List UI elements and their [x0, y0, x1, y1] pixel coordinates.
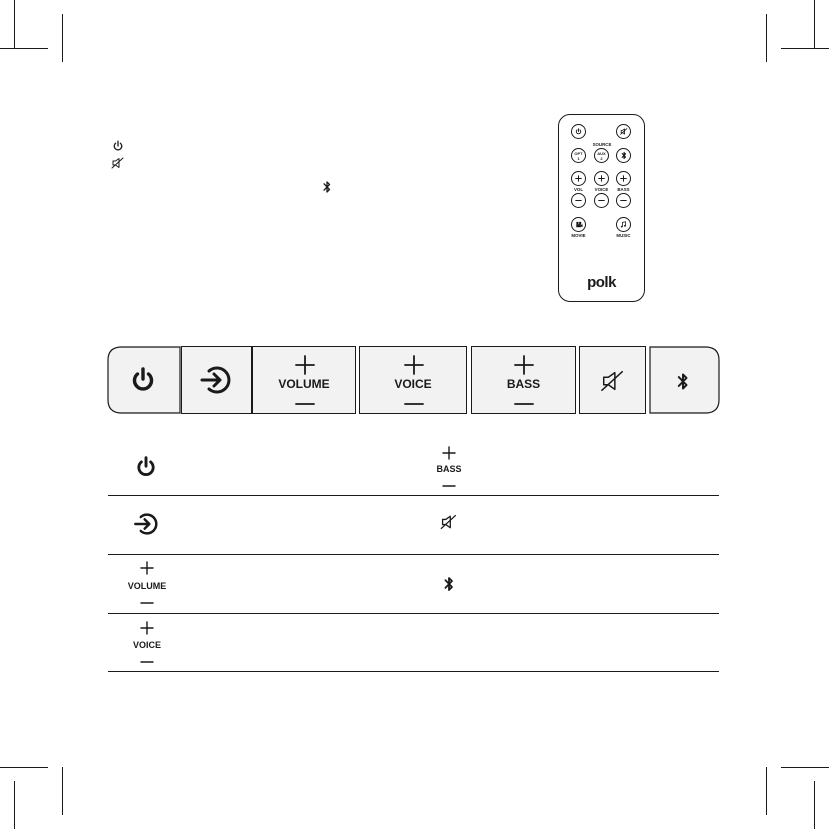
- opt-label: OPT: [574, 150, 583, 156]
- mute-icon: [620, 128, 628, 135]
- volume-label: VOLUME: [278, 377, 330, 391]
- voice-label: VOICE: [394, 377, 432, 391]
- remote-vol-label: VOL: [573, 187, 584, 192]
- crop-mark: [0, 767, 48, 768]
- crop-mark: [14, 0, 15, 48]
- plus-icon: [404, 355, 424, 375]
- table-divider: [108, 495, 719, 496]
- bass-label: BASS: [506, 377, 541, 391]
- bluetooth-icon: [676, 371, 690, 392]
- bluetooth-icon: [322, 180, 332, 194]
- minus-icon: [442, 484, 456, 488]
- plus-icon: [620, 175, 627, 182]
- remote-bass-down-button[interactable]: [616, 193, 631, 208]
- table-divider: [108, 613, 719, 614]
- crop-mark: [62, 767, 63, 815]
- remote-bluetooth-button[interactable]: [616, 148, 631, 163]
- mute-icon: [440, 514, 458, 530]
- minus-icon: [140, 601, 154, 605]
- plus-icon: [140, 621, 154, 635]
- minus-icon: [575, 197, 582, 204]
- minus-icon: [140, 660, 154, 664]
- remote-voice-down-button[interactable]: [594, 193, 609, 208]
- remote-control: [558, 114, 645, 302]
- remote-opt-button[interactable]: [571, 148, 586, 163]
- crop-mark: [781, 48, 829, 49]
- legend-bass-label: BASS: [436, 464, 462, 474]
- source-button[interactable]: [181, 346, 252, 414]
- minus-icon: [404, 402, 424, 406]
- mute-button[interactable]: [579, 346, 646, 414]
- plus-icon: [140, 561, 154, 575]
- mute-icon: [600, 369, 626, 393]
- crop-mark: [14, 781, 15, 829]
- brand-logo: polk: [587, 274, 616, 291]
- minus-icon: [598, 197, 605, 204]
- table-divider: [108, 554, 719, 555]
- remote-music-label: MUSIC: [616, 233, 631, 238]
- plus-icon: [295, 355, 315, 375]
- aux-label: AUX: [597, 150, 606, 156]
- remote-movie-button[interactable]: [571, 217, 586, 232]
- remote-mute-button[interactable]: [616, 124, 631, 139]
- volume-button[interactable]: [252, 346, 356, 414]
- voice-button[interactable]: [359, 346, 467, 414]
- remote-movie-label: MOVIE: [571, 233, 586, 238]
- crop-mark: [62, 14, 63, 62]
- opt-number: 1: [577, 155, 580, 161]
- remote-vol-down-button[interactable]: [571, 193, 586, 208]
- aux-number: 2: [600, 155, 603, 161]
- remote-bass-label: BASS: [617, 187, 630, 192]
- source-icon: [198, 362, 236, 398]
- remote-vol-up-button[interactable]: [571, 171, 586, 186]
- remote-source-label: SOURCE: [592, 142, 612, 147]
- crop-mark: [781, 767, 829, 768]
- legend-voice-label: VOICE: [132, 640, 161, 650]
- power-icon[interactable]: [130, 366, 156, 394]
- plus-icon: [575, 175, 582, 182]
- source-icon: [132, 510, 162, 538]
- remote-voice-up-button[interactable]: [594, 171, 609, 186]
- table-divider: [108, 671, 719, 672]
- bluetooth-icon: [621, 151, 627, 160]
- plus-icon: [514, 355, 534, 375]
- minus-icon: [295, 402, 315, 406]
- remote-voice-label: VOICE: [594, 187, 609, 192]
- power-icon: [135, 455, 157, 479]
- power-icon: [575, 128, 582, 135]
- mute-icon: [111, 157, 125, 169]
- movie-icon: [575, 221, 583, 228]
- crop-mark: [766, 14, 767, 62]
- crop-mark: [814, 781, 815, 829]
- remote-bass-up-button[interactable]: [616, 171, 631, 186]
- power-icon: [112, 140, 124, 152]
- remote-music-button[interactable]: [616, 217, 631, 232]
- remote-power-button[interactable]: [571, 124, 586, 139]
- minus-icon: [514, 402, 534, 406]
- crop-mark: [766, 767, 767, 815]
- minus-icon: [620, 197, 627, 204]
- music-icon: [620, 221, 627, 228]
- plus-icon: [442, 446, 456, 460]
- crop-mark: [814, 0, 815, 48]
- plus-icon: [598, 175, 605, 182]
- crop-mark: [0, 48, 48, 49]
- bluetooth-icon: [443, 575, 455, 593]
- legend-volume-label: VOLUME: [127, 581, 167, 591]
- bass-button[interactable]: [471, 346, 576, 414]
- remote-aux-button[interactable]: [594, 148, 609, 163]
